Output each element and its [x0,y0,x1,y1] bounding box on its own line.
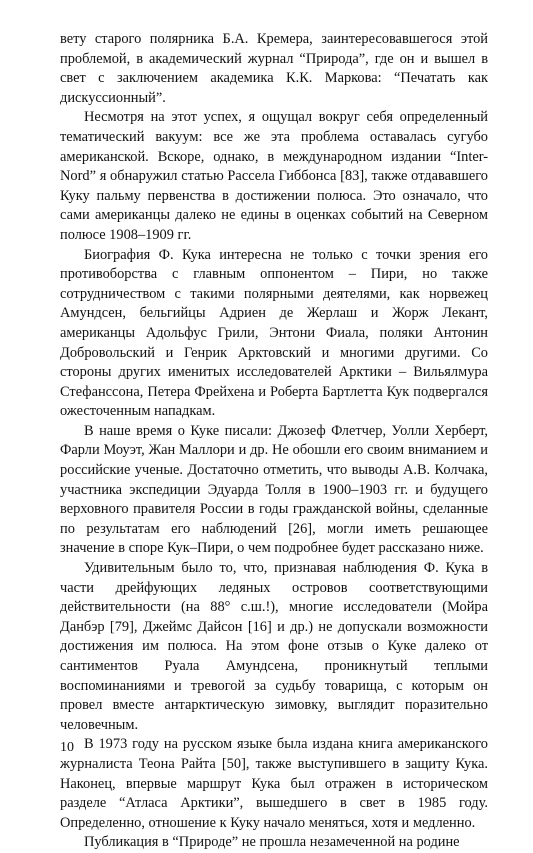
paragraph-2: Несмотря на этот успех, я ощущал вокруг себя определенный тематический вакуум: все же эта проблема оставалась сугубо американской. Вскоре, однако, в международном издании “Inter-Nord” я обнаружил статью Рассела Гиббонса [83], также отдававшего Куку пальму первенства в достижении полюса. Это означало, что сами американцы далеко не едины в оценках событий на Северном полюсе 1908–1909 гг. [60,109,488,243]
paragraph-4: В наше время о Куке писали: Джозеф Флетчер, Уолли Херберт, Фарли Моуэт, Жан Маллори и др. Не обошли его своим вниманием и российские ученые. Достаточно отметить, что выводы А.В. Колчака, участника экспедиции Эдуарда Толля в 1900–1903 гг. и будущего верховного правителя России в годы гражданской войны, сделанные по результатам его наблюдений [26], могли иметь решающее значение в споре Кук–Пири, о чем подробнее будет рассказано ниже. [60,422,488,557]
paragraph-5: Удивительным было то, что, признавая наблюдения Ф. Кука в части дрейфующих ледяных островов соответствующими действительности (на 88° с.ш.!), многие исследователи (Мойра Данбэр [79], Джеймс Дайсон [16] и др.) не допускали возможности достижения им полюса. На этом фоне отзыв о Куке далеко от сантиментов Руала Амундсена, проникнутый теплыми воспоминаниями и тревогой за судьбу товарища, с которым он провел вместе антарктическую зимовку, выглядит поразительно человечным. [60,560,488,733]
paragraph-7: Публикация в “Природе” не прошла незамеченной на родине [84,834,460,851]
paragraph-1: вету старого полярника Б.А. Кремера, заинтересовавшегося этой проблемой, в академический журнал “Природа”, где он и вышел в свет с заключением академика К.К. Маркова: “Печатать как дискуссионный”. [60,31,488,106]
page-number: 10 [60,740,74,755]
body-text [60,30,488,853]
paragraph-6: В 1973 году на русском языке была издана книга американского журналиста Теона Райта [50], также выступившего в защиту Кука. Наконец, впервые маршрут Кука был отражен в историческом разделе “Атласа Арктики”, вышедшего в свет в 1985 году. Определенно, отношение к Куку начало меняться, хотя и медленно. [60,736,488,831]
paragraph-3: Биография Ф. Кука интересна не только с точки зрения его противоборства с главным оппонентом – Пири, но также сотрудничеством с такими полярными деятелями, как норвежец Амундсен, бельгийцы Адриен де Жерлаш и Жорж Лекант, американцы Адольфус Грили, Энтони Фиала, поляки Антонин Добровольский и Генрик Арктовский и многими другими. Со стороны других именитых исследователей Арктики – Вильялмура Стефанссона, Петера Фрейхена и Роберта Бартлетта Кук подвергался ожесточенным нападкам. [60,246,488,420]
